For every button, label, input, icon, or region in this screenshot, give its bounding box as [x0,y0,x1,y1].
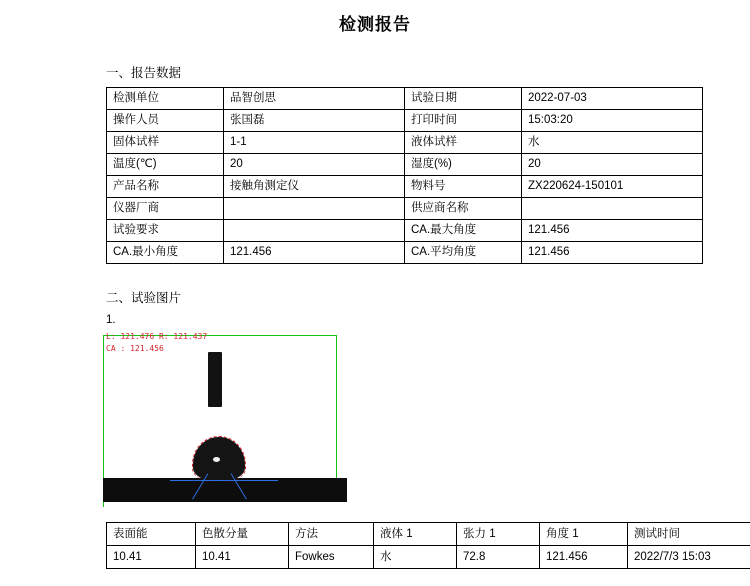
column-header: 液体 1 [374,523,457,546]
cell-value: 15:03:20 [522,110,703,132]
cell-value: 1-1 [224,132,405,154]
measurement-lr-label: L: 121.476 R: 121.437 [106,332,207,341]
guide-line-right [336,335,337,485]
cell-value: 10.41 [196,546,289,569]
report-page [0,10,750,586]
table-row [107,88,703,110]
cell-value: 水 [522,132,703,154]
report-data-table [106,87,703,264]
surface-energy-table [106,522,750,569]
cell-value: 72.8 [457,546,540,569]
column-header: 角度 1 [540,523,628,546]
cell-label: CA.平均角度 [405,242,522,264]
cell-value: 20 [224,154,405,176]
column-header: 色散分量 [196,523,289,546]
cell-value [224,198,405,220]
cell-label: 产品名称 [107,176,224,198]
column-header: 表面能 [107,523,196,546]
cell-value: 121.456 [522,242,703,264]
cell-label: 操作人员 [107,110,224,132]
droplet-baseline [170,480,278,481]
cell-label: CA.最小角度 [107,242,224,264]
cell-label: CA.最大角度 [405,220,522,242]
cell-label: 供应商名称 [405,198,522,220]
table-row [107,220,703,242]
cell-value: ZX220624-150101 [522,176,703,198]
table-row [107,154,703,176]
cell-label: 检测单位 [107,88,224,110]
column-header: 张力 1 [457,523,540,546]
section-heading-data: 一、报告数据 [106,63,750,81]
cell-value: 张国磊 [224,110,405,132]
cell-label: 固体试样 [107,132,224,154]
cell-label: 试验要求 [107,220,224,242]
column-header: 测试时间 [628,523,750,546]
table-row [107,242,703,264]
table-row [107,198,703,220]
cell-label: 温度(℃) [107,154,224,176]
cell-value: 121.456 [540,546,628,569]
column-header: 方法 [289,523,374,546]
cell-value: 接触角测定仪 [224,176,405,198]
cell-label: 打印时间 [405,110,522,132]
cell-label: 液体试样 [405,132,522,154]
cell-value: 121.456 [522,220,703,242]
table-row [107,110,703,132]
cell-label: 仪器厂商 [107,198,224,220]
cell-label: 湿度(%) [405,154,522,176]
table-row [107,546,750,569]
table-row [107,132,703,154]
cell-value: Fowkes [289,546,374,569]
measurement-ca-label: CA : 121.456 [106,344,164,353]
cell-value: 2022-07-03 [522,88,703,110]
cell-value: 20 [522,154,703,176]
cell-value: 121.456 [224,242,405,264]
contact-angle-image [100,330,352,510]
section-heading-images: 二、试验图片 [106,288,750,306]
image-item-number: 1. [106,314,750,326]
image-canvas [100,330,352,510]
cell-value [224,220,405,242]
cell-value: 2022/7/3 15:03 [628,546,750,569]
cell-value: 水 [374,546,457,569]
table-row [107,176,703,198]
cell-value: 10.41 [107,546,196,569]
dispensing-needle [208,352,222,407]
cell-label: 试验日期 [405,88,522,110]
cell-label: 物料号 [405,176,522,198]
page-title: 检测报告 [0,10,750,35]
table-header-row [107,523,750,546]
droplet-fit-outline [192,436,246,482]
cell-value [522,198,703,220]
cell-value: 品智创思 [224,88,405,110]
